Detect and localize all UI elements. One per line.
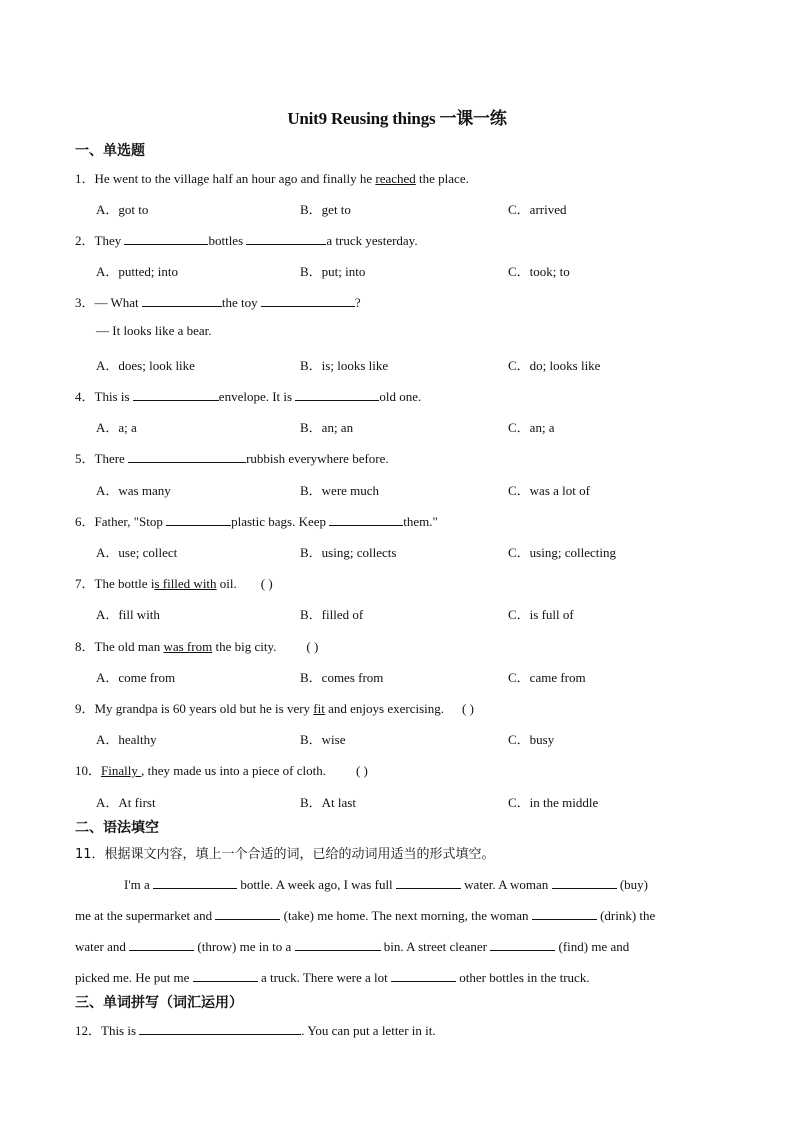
answer-blank[interactable]	[552, 875, 617, 889]
answer-blank[interactable]	[153, 875, 237, 889]
question-6: 6．Father, "Stop plastic bags. Keep them."	[75, 514, 438, 529]
answer-blank[interactable]	[261, 293, 355, 307]
question-1: 1．He went to the village half an hour ago and finally he reached the place.	[75, 171, 469, 186]
question-9: 9．My grandpa is 60 years old but he is very fit and enjoys exercising. ( )	[75, 701, 474, 716]
question-4: 4．This is envelope. It is old one.	[75, 389, 422, 404]
q8-option-c[interactable]: C．came from	[508, 670, 586, 685]
answer-blank[interactable]	[129, 937, 194, 951]
answer-blank[interactable]	[166, 512, 231, 526]
page-title: Unit9 Reusing things 一课一练	[287, 109, 507, 128]
q7-option-c[interactable]: C．is full of	[508, 607, 574, 622]
q8-option-b[interactable]: B．comes from	[300, 670, 384, 685]
q10-option-a[interactable]: A．At first	[96, 795, 156, 810]
q5-option-c[interactable]: C．was a lot of	[508, 483, 590, 498]
q3-option-a[interactable]: A．does; look like	[96, 358, 195, 373]
question-7: 7．The bottle is filled with oil. ( )	[75, 576, 273, 591]
question-3: 3．— What the toy ?	[75, 295, 361, 310]
answer-blank[interactable]	[490, 937, 555, 951]
answer-blank[interactable]	[391, 968, 456, 982]
answer-parentheses[interactable]: ( )	[462, 701, 474, 716]
answer-blank[interactable]	[532, 906, 597, 920]
q9-option-c[interactable]: C．busy	[508, 732, 555, 747]
q5-option-b[interactable]: B．were much	[300, 483, 380, 498]
answer-blank[interactable]	[139, 1021, 301, 1035]
q4-option-a[interactable]: A．a; a	[96, 420, 137, 435]
answer-blank[interactable]	[142, 293, 222, 307]
q2-option-b[interactable]: B．put; into	[300, 264, 366, 279]
answer-parentheses[interactable]: ( )	[355, 763, 368, 778]
q9-option-a[interactable]: A．healthy	[96, 732, 157, 747]
answer-parentheses[interactable]: ( )	[260, 576, 273, 591]
passage-line-1: I'm a bottle. A week ago, I was full water. A woman (buy)	[124, 877, 648, 892]
q10-option-c[interactable]: C．in the middle	[508, 795, 599, 810]
question-8: 8．The old man was from the big city. ( )	[75, 639, 319, 654]
q1-option-a[interactable]: A．got to	[96, 202, 149, 217]
answer-blank[interactable]	[295, 937, 381, 951]
q6-option-b[interactable]: B．using; collects	[300, 545, 397, 560]
q4-option-c[interactable]: C．an; a	[508, 420, 555, 435]
question-10: 10．Finally , they made us into a piece of cloth. ( )	[75, 763, 368, 778]
answer-blank[interactable]	[329, 512, 403, 526]
question-3-reply: — It looks like a bear.	[96, 323, 212, 338]
q7-option-a[interactable]: A．fill with	[96, 607, 160, 622]
section-heading-multiple-choice: 一、单选题	[75, 143, 145, 159]
q1-option-b[interactable]: B．get to	[300, 202, 351, 217]
q4-option-b[interactable]: B．an; an	[300, 420, 354, 435]
section-heading-grammar-fill: 二、语法填空	[75, 820, 159, 836]
answer-blank[interactable]	[133, 387, 219, 401]
answer-blank[interactable]	[215, 906, 280, 920]
answer-blank[interactable]	[128, 449, 246, 463]
q7-option-b[interactable]: B．filled of	[300, 607, 364, 622]
answer-blank[interactable]	[396, 875, 461, 889]
q2-option-a[interactable]: A．putted; into	[96, 264, 178, 279]
passage-line-4: picked me. He put me a truck. There were a lot other bottles in the truck.	[75, 970, 590, 985]
question-11-instructions: 11．根据课文内容，填上一个合适的词，已给的动词用适当的形式填空。	[75, 847, 495, 862]
q9-option-b[interactable]: B．wise	[300, 732, 346, 747]
question-12: 12．This is . You can put a letter in it.	[75, 1023, 436, 1038]
q3-option-b[interactable]: B．is; looks like	[300, 358, 389, 373]
answer-blank[interactable]	[295, 387, 379, 401]
q3-option-c[interactable]: C．do; looks like	[508, 358, 601, 373]
question-2: 2．They bottles a truck yesterday.	[75, 233, 418, 248]
q8-option-a[interactable]: A．come from	[96, 670, 176, 685]
passage-line-3: water and (throw) me in to a bin. A street cleaner (find) me and	[75, 939, 630, 954]
answer-blank[interactable]	[124, 231, 208, 245]
answer-blank[interactable]	[246, 231, 326, 245]
question-5: 5．There rubbish everywhere before.	[75, 451, 389, 466]
section-heading-spelling: 三、单词拼写（词汇运用）	[75, 995, 243, 1011]
q6-option-a[interactable]: A．use; collect	[96, 545, 178, 560]
q5-option-a[interactable]: A．was many	[96, 483, 171, 498]
q10-option-b[interactable]: B．At last	[300, 795, 356, 810]
passage-line-2: me at the supermarket and (take) me home. The next morning, the woman (drink) the	[75, 908, 656, 923]
q6-option-c[interactable]: C．using; collecting	[508, 545, 616, 560]
q1-option-c[interactable]: C．arrived	[508, 202, 567, 217]
answer-parentheses[interactable]: ( )	[306, 639, 319, 654]
answer-blank[interactable]	[193, 968, 258, 982]
q2-option-c[interactable]: C．took; to	[508, 264, 570, 279]
